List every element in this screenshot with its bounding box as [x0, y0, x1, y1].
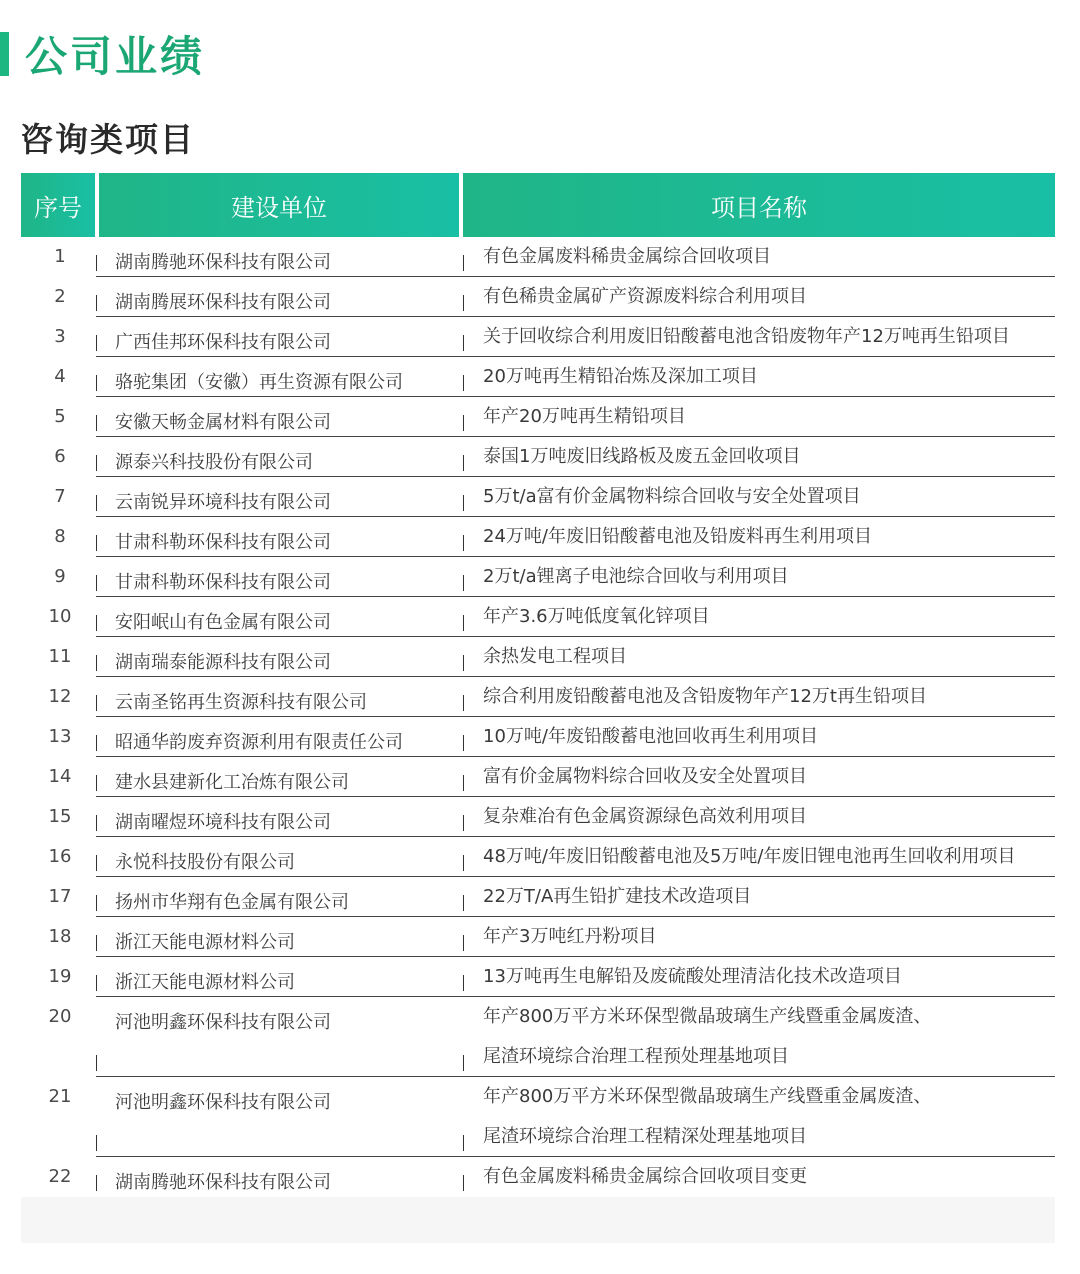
column-separator [463, 735, 464, 751]
column-separator [96, 335, 97, 351]
table-row [21, 477, 1055, 517]
column-separator [96, 815, 97, 831]
header-project-name: 项目名称 [463, 173, 1055, 237]
project-name-line: 20万吨再生精铅冶炼及深加工项目 [483, 366, 758, 387]
row-number: 4 [54, 366, 66, 387]
project-name-line: 年产3.6万吨低度氧化锌项目 [483, 606, 710, 627]
project-name [483, 597, 710, 637]
column-separator [463, 1055, 464, 1071]
project-name-line: 关于回收综合利用废旧铅酸蓄电池含铅废物年产12万吨再生铅项目 [483, 326, 1010, 347]
project-name-line: 复杂难冶有色金属资源绿色高效利用项目 [483, 806, 807, 827]
row-number: 19 [48, 966, 72, 987]
project-name-line: 22万T/A再生铅扩建技术改造项目 [483, 886, 752, 907]
project-name [483, 917, 656, 957]
project-name [483, 997, 931, 1077]
project-name-line: 年产3万吨红丹粉项目 [483, 926, 657, 947]
column-separator [463, 575, 464, 591]
project-name [483, 1157, 807, 1197]
column-separator [96, 1055, 97, 1071]
table-row [21, 517, 1055, 557]
row-number: 17 [48, 886, 72, 907]
column-separator [463, 895, 464, 911]
project-name [483, 957, 902, 997]
row-number: 2 [54, 286, 66, 307]
construction-unit: 骆驼集团（安徽）再生资源有限公司 [115, 372, 403, 393]
column-separator [463, 295, 464, 311]
project-name [483, 517, 872, 557]
table-row [21, 357, 1055, 397]
section-title: 咨询类项目 [20, 120, 195, 159]
header-number: 序号 [21, 173, 95, 237]
column-separator [463, 615, 464, 631]
table-header [21, 173, 1055, 237]
column-separator [463, 655, 464, 671]
table-row [21, 1077, 1055, 1157]
table-row [21, 797, 1055, 837]
project-name-line: 2万t/a锂离子电池综合回收与利用项目 [483, 566, 789, 587]
column-separator [96, 255, 97, 271]
column-separator [463, 535, 464, 551]
table-row [21, 837, 1055, 877]
project-name [483, 397, 686, 437]
project-name-line: 10万吨/年废铅酸蓄电池回收再生利用项目 [483, 726, 818, 747]
column-separator [96, 935, 97, 951]
row-number: 21 [48, 1086, 72, 1107]
construction-unit: 湖南腾展环保科技有限公司 [115, 292, 331, 313]
project-name-line: 尾渣环境综合治理工程精深处理基地项目 [483, 1126, 807, 1147]
column-separator [463, 495, 464, 511]
project-name-line: 24万吨/年废旧铅酸蓄电池及铅废料再生利用项目 [483, 526, 872, 547]
construction-unit: 广西佳邦环保科技有限公司 [115, 332, 331, 353]
project-name [483, 237, 771, 277]
table-row [21, 677, 1055, 717]
construction-unit: 浙江天能电源材料公司 [115, 932, 295, 953]
column-separator [96, 415, 97, 431]
table-row [21, 757, 1055, 797]
table-row [21, 237, 1055, 277]
project-name [483, 477, 861, 517]
project-name [483, 717, 818, 757]
construction-unit: 云南圣铭再生资源科技有限公司 [115, 692, 367, 713]
column-separator [463, 775, 464, 791]
project-name [483, 437, 800, 477]
project-name [483, 277, 807, 317]
construction-unit: 河池明鑫环保科技有限公司 [115, 1092, 331, 1113]
construction-unit: 河池明鑫环保科技有限公司 [115, 1012, 331, 1033]
column-separator [463, 1175, 464, 1191]
project-name-line: 有色金属废料稀贵金属综合回收项目变更 [483, 1166, 807, 1187]
project-name [483, 357, 758, 397]
project-name-line: 尾渣环境综合治理工程预处理基地项目 [483, 1046, 789, 1067]
construction-unit: 源泰兴科技股份有限公司 [115, 452, 313, 473]
row-number: 5 [54, 406, 66, 427]
column-separator [463, 975, 464, 991]
column-separator [463, 375, 464, 391]
column-separator [96, 695, 97, 711]
project-name [483, 557, 789, 597]
title-accent-bar [0, 32, 9, 76]
row-number: 20 [48, 1006, 72, 1027]
header-construction-unit: 建设单位 [99, 173, 459, 237]
table-row [21, 1157, 1055, 1197]
table-row [21, 597, 1055, 637]
column-separator [463, 415, 464, 431]
project-name [483, 757, 807, 797]
project-name-line: 年产800万平方米环保型微晶玻璃生产线暨重金属废渣、 [483, 1006, 932, 1027]
project-name-line: 综合利用废铅酸蓄电池及含铅废物年产12万t再生铅项目 [483, 686, 927, 707]
column-separator [96, 375, 97, 391]
column-separator [463, 695, 464, 711]
project-name-line: 48万吨/年废旧铅酸蓄电池及5万吨/年废旧锂电池再生回收利用项目 [483, 846, 1016, 867]
column-separator [463, 815, 464, 831]
project-name [483, 677, 927, 717]
column-separator [96, 855, 97, 871]
row-number: 13 [48, 726, 72, 747]
construction-unit: 安徽天畅金属材料有限公司 [115, 412, 331, 433]
row-number: 16 [48, 846, 72, 867]
construction-unit: 安阳岷山有色金属有限公司 [115, 612, 331, 633]
column-separator [96, 455, 97, 471]
construction-unit: 甘肃科勒环保科技有限公司 [115, 532, 331, 553]
construction-unit: 浙江天能电源材料公司 [115, 972, 295, 993]
row-number: 6 [54, 446, 66, 467]
column-separator [96, 615, 97, 631]
column-separator [96, 295, 97, 311]
column-separator [96, 775, 97, 791]
row-number: 9 [54, 566, 66, 587]
column-separator [463, 935, 464, 951]
construction-unit: 湖南瑞泰能源科技有限公司 [115, 652, 331, 673]
project-name-line: 富有价金属物料综合回收及安全处置项目 [483, 766, 807, 787]
row-number: 1 [54, 246, 66, 267]
page-title: 公司业绩 [25, 32, 206, 81]
table-row [21, 317, 1055, 357]
table-row [21, 277, 1055, 317]
construction-unit: 昭通华韵废弃资源利用有限责任公司 [115, 732, 403, 753]
column-separator [96, 535, 97, 551]
table-row [21, 917, 1055, 957]
project-name [483, 837, 1015, 877]
project-name-line: 有色稀贵金属矿产资源废料综合利用项目 [483, 286, 807, 307]
column-separator [96, 1135, 97, 1151]
project-name [483, 1077, 931, 1157]
row-number: 14 [48, 766, 72, 787]
row-number: 10 [48, 606, 72, 627]
construction-unit: 湖南曜煜环境科技有限公司 [115, 812, 331, 833]
construction-unit: 永悦科技股份有限公司 [115, 852, 295, 873]
construction-unit: 甘肃科勒环保科技有限公司 [115, 572, 331, 593]
project-name-line: 余热发电工程项目 [483, 646, 627, 667]
project-name-line: 年产800万平方米环保型微晶玻璃生产线暨重金属废渣、 [483, 1086, 932, 1107]
construction-unit: 云南锐异环境科技有限公司 [115, 492, 331, 513]
project-name [483, 317, 1010, 357]
project-name [483, 877, 751, 917]
row-number: 8 [54, 526, 66, 547]
project-name-line: 年产20万吨再生精铅项目 [483, 406, 686, 427]
table-row [21, 437, 1055, 477]
project-name-line: 泰国1万吨废旧线路板及废五金回收项目 [483, 446, 801, 467]
row-number: 22 [48, 1166, 72, 1187]
column-separator [96, 655, 97, 671]
row-number: 11 [48, 646, 72, 667]
row-number: 12 [48, 686, 72, 707]
construction-unit: 建水县建新化工冶炼有限公司 [115, 772, 349, 793]
column-separator [463, 255, 464, 271]
construction-unit: 湖南腾驰环保科技有限公司 [115, 252, 331, 273]
table-row [21, 717, 1055, 757]
column-separator [96, 495, 97, 511]
projects-table [21, 173, 1055, 1243]
table-row [21, 637, 1055, 677]
column-separator [96, 895, 97, 911]
column-separator [96, 1175, 97, 1191]
row-number: 7 [54, 486, 66, 507]
table-row [21, 557, 1055, 597]
project-name [483, 797, 807, 837]
construction-unit: 扬州市华翔有色金属有限公司 [115, 892, 349, 913]
row-number: 15 [48, 806, 72, 827]
project-name-line: 13万吨再生电解铅及废硫酸处理清洁化技术改造项目 [483, 966, 902, 987]
table-row [21, 957, 1055, 997]
row-number: 3 [54, 326, 66, 347]
table-row [21, 397, 1055, 437]
column-separator [463, 1135, 464, 1151]
column-separator [96, 975, 97, 991]
table-body [21, 237, 1055, 1243]
page-header [0, 26, 205, 82]
construction-unit: 湖南腾驰环保科技有限公司 [115, 1172, 331, 1193]
project-name-line: 5万t/a富有价金属物料综合回收与安全处置项目 [483, 486, 861, 507]
row-number: 18 [48, 926, 72, 947]
column-separator [463, 455, 464, 471]
column-separator [463, 335, 464, 351]
column-separator [96, 735, 97, 751]
column-separator [463, 855, 464, 871]
column-separator [96, 575, 97, 591]
project-name-line: 有色金属废料稀贵金属综合回收项目 [483, 246, 771, 267]
table-row [21, 997, 1055, 1077]
table-row [21, 877, 1055, 917]
project-name [483, 637, 627, 677]
